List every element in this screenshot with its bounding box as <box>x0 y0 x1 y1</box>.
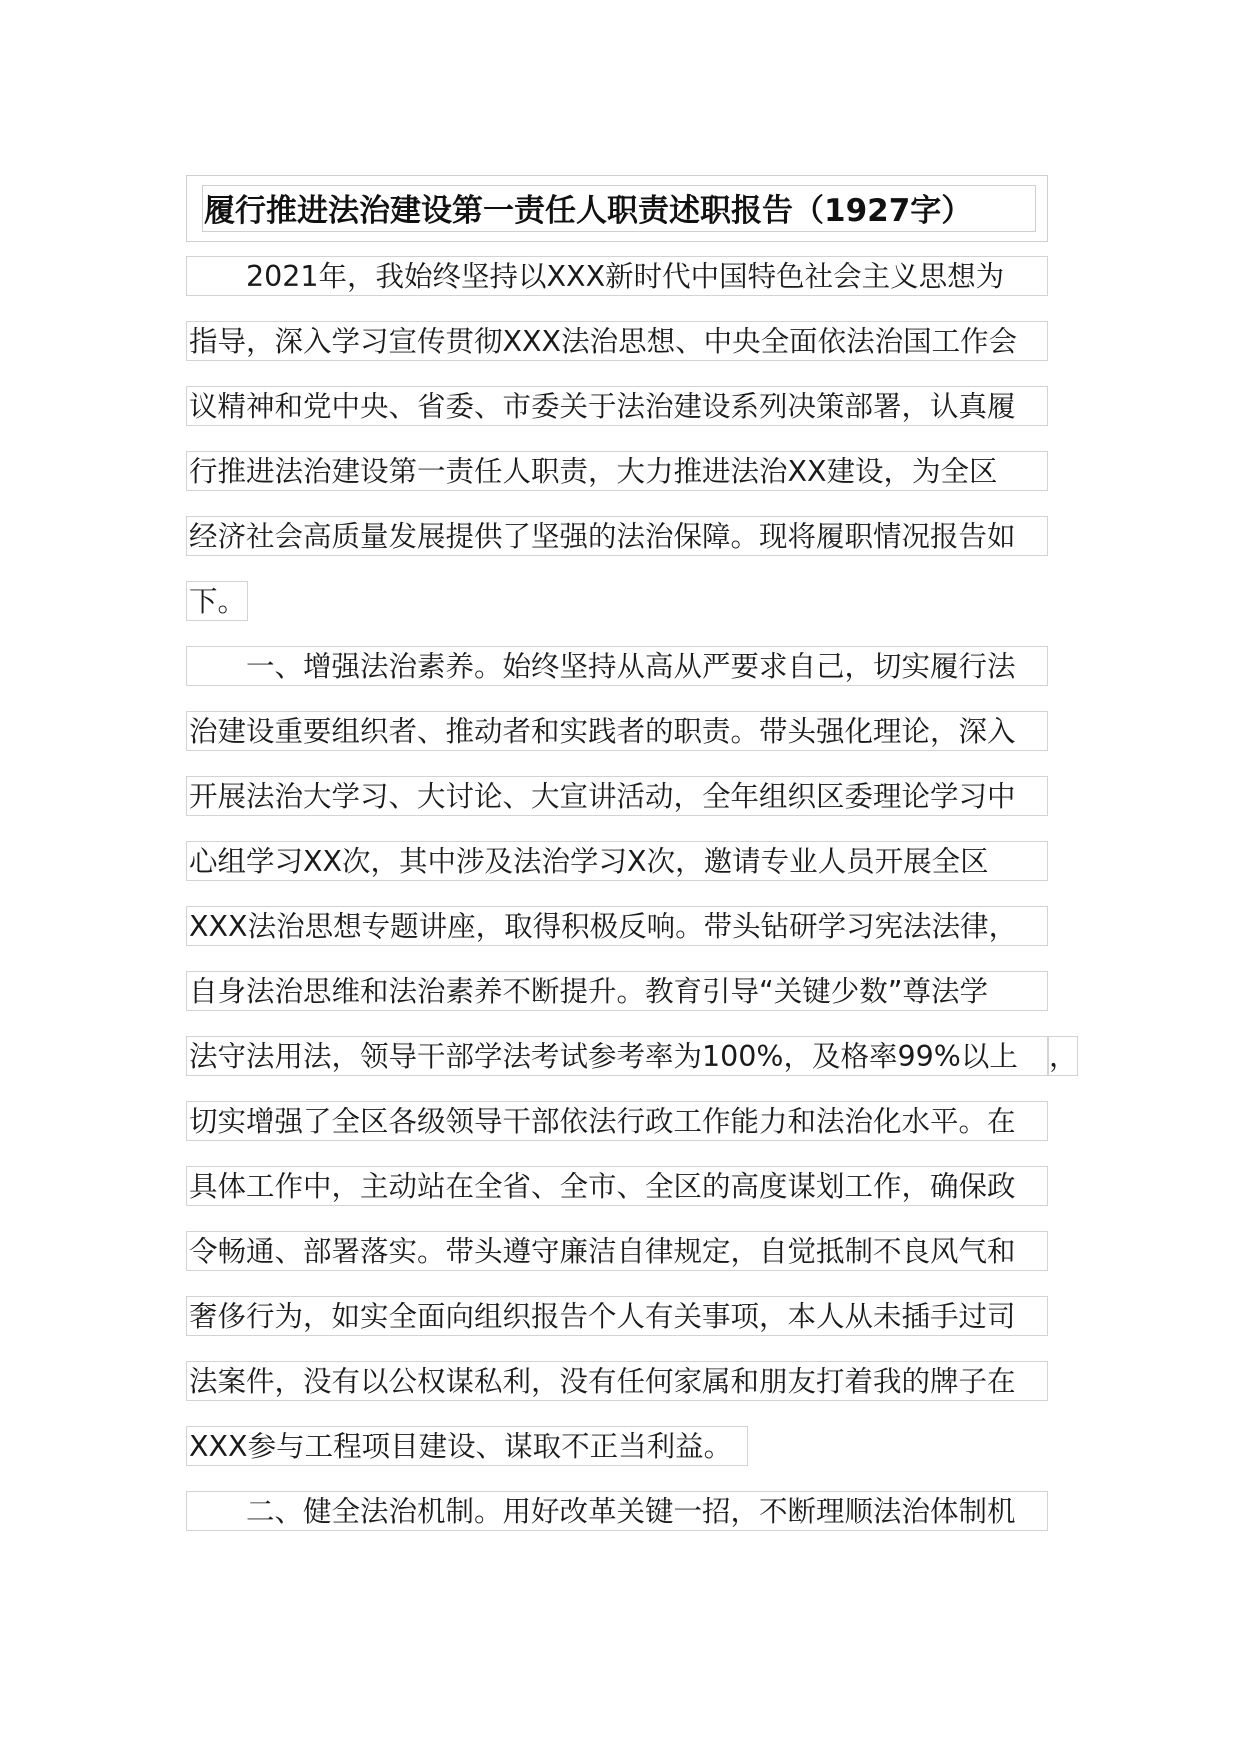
text-line-10: 心组学习XX次，其中涉及法治学习X次，邀请专业人员开展全区 <box>186 841 1048 881</box>
text-line-6: 下。 <box>186 581 248 621</box>
text-line-9: 开展法治大学习、大讨论、大宣讲活动，全年组织区委理论学习中 <box>186 776 1048 816</box>
text-line-17: 奢侈行为，如实全面向组织报告个人有关事项，本人从未插手过司 <box>186 1296 1048 1336</box>
text-line-15: 具体工作中，主动站在全省、全市、全区的高度谋划工作，确保政 <box>186 1166 1048 1206</box>
text-line-8: 治建设重要组织者、推动者和实践者的职责。带头强化理论，深入 <box>186 711 1048 751</box>
text-line-18: 法案件，没有以公权谋私利，没有任何家属和朋友打着我的牌子在 <box>186 1361 1048 1401</box>
text-line-1: 2021年，我始终坚持以XXX新时代中国特色社会主义思想为 <box>186 256 1048 296</box>
text-line-4: 行推进法治建设第一责任人职责，大力推进法治XX建设，为全区 <box>186 451 1048 491</box>
text-line-7: 一、增强法治素养。始终坚持从高从严要求自己，切实履行法 <box>186 646 1048 686</box>
text-line-13: 法守法用法，领导干部学法考试参考率为100%，及格率99%以上 <box>186 1036 1048 1076</box>
document-title: 履行推进法治建设第一责任人职责述职报告（1927字） <box>204 193 973 229</box>
text-line-2: 指导，深入学习宣传贯彻XXX法治思想、中央全面依法治国工作会 <box>186 321 1048 361</box>
text-line-16: 令畅通、部署落实。带头遵守廉洁自律规定，自觉抵制不良风气和 <box>186 1231 1048 1271</box>
text-line-11: XXX法治思想专题讲座，取得积极反响。带头钻研学习宪法法律， <box>186 906 1048 946</box>
text-line-20: 二、健全法治机制。用好改革关键一招，不断理顺法治体制机 <box>186 1491 1048 1531</box>
text-line-14: 切实增强了全区各级领导干部依法行政工作能力和法治化水平。在 <box>186 1101 1048 1141</box>
text-line-12: 自身法治思维和法治素养不断提升。教育引导“关键少数”尊法学 <box>186 971 1048 1011</box>
text-line-19: XXX参与工程项目建设、谋取不正当利益。 <box>186 1426 748 1466</box>
overflow-comma: ， <box>1048 1036 1078 1076</box>
text-line-3: 议精神和党中央、省委、市委关于法治建设系列决策部署，认真履 <box>186 386 1048 426</box>
text-line-5: 经济社会高质量发展提供了坚强的法治保障。现将履职情况报告如 <box>186 516 1048 556</box>
